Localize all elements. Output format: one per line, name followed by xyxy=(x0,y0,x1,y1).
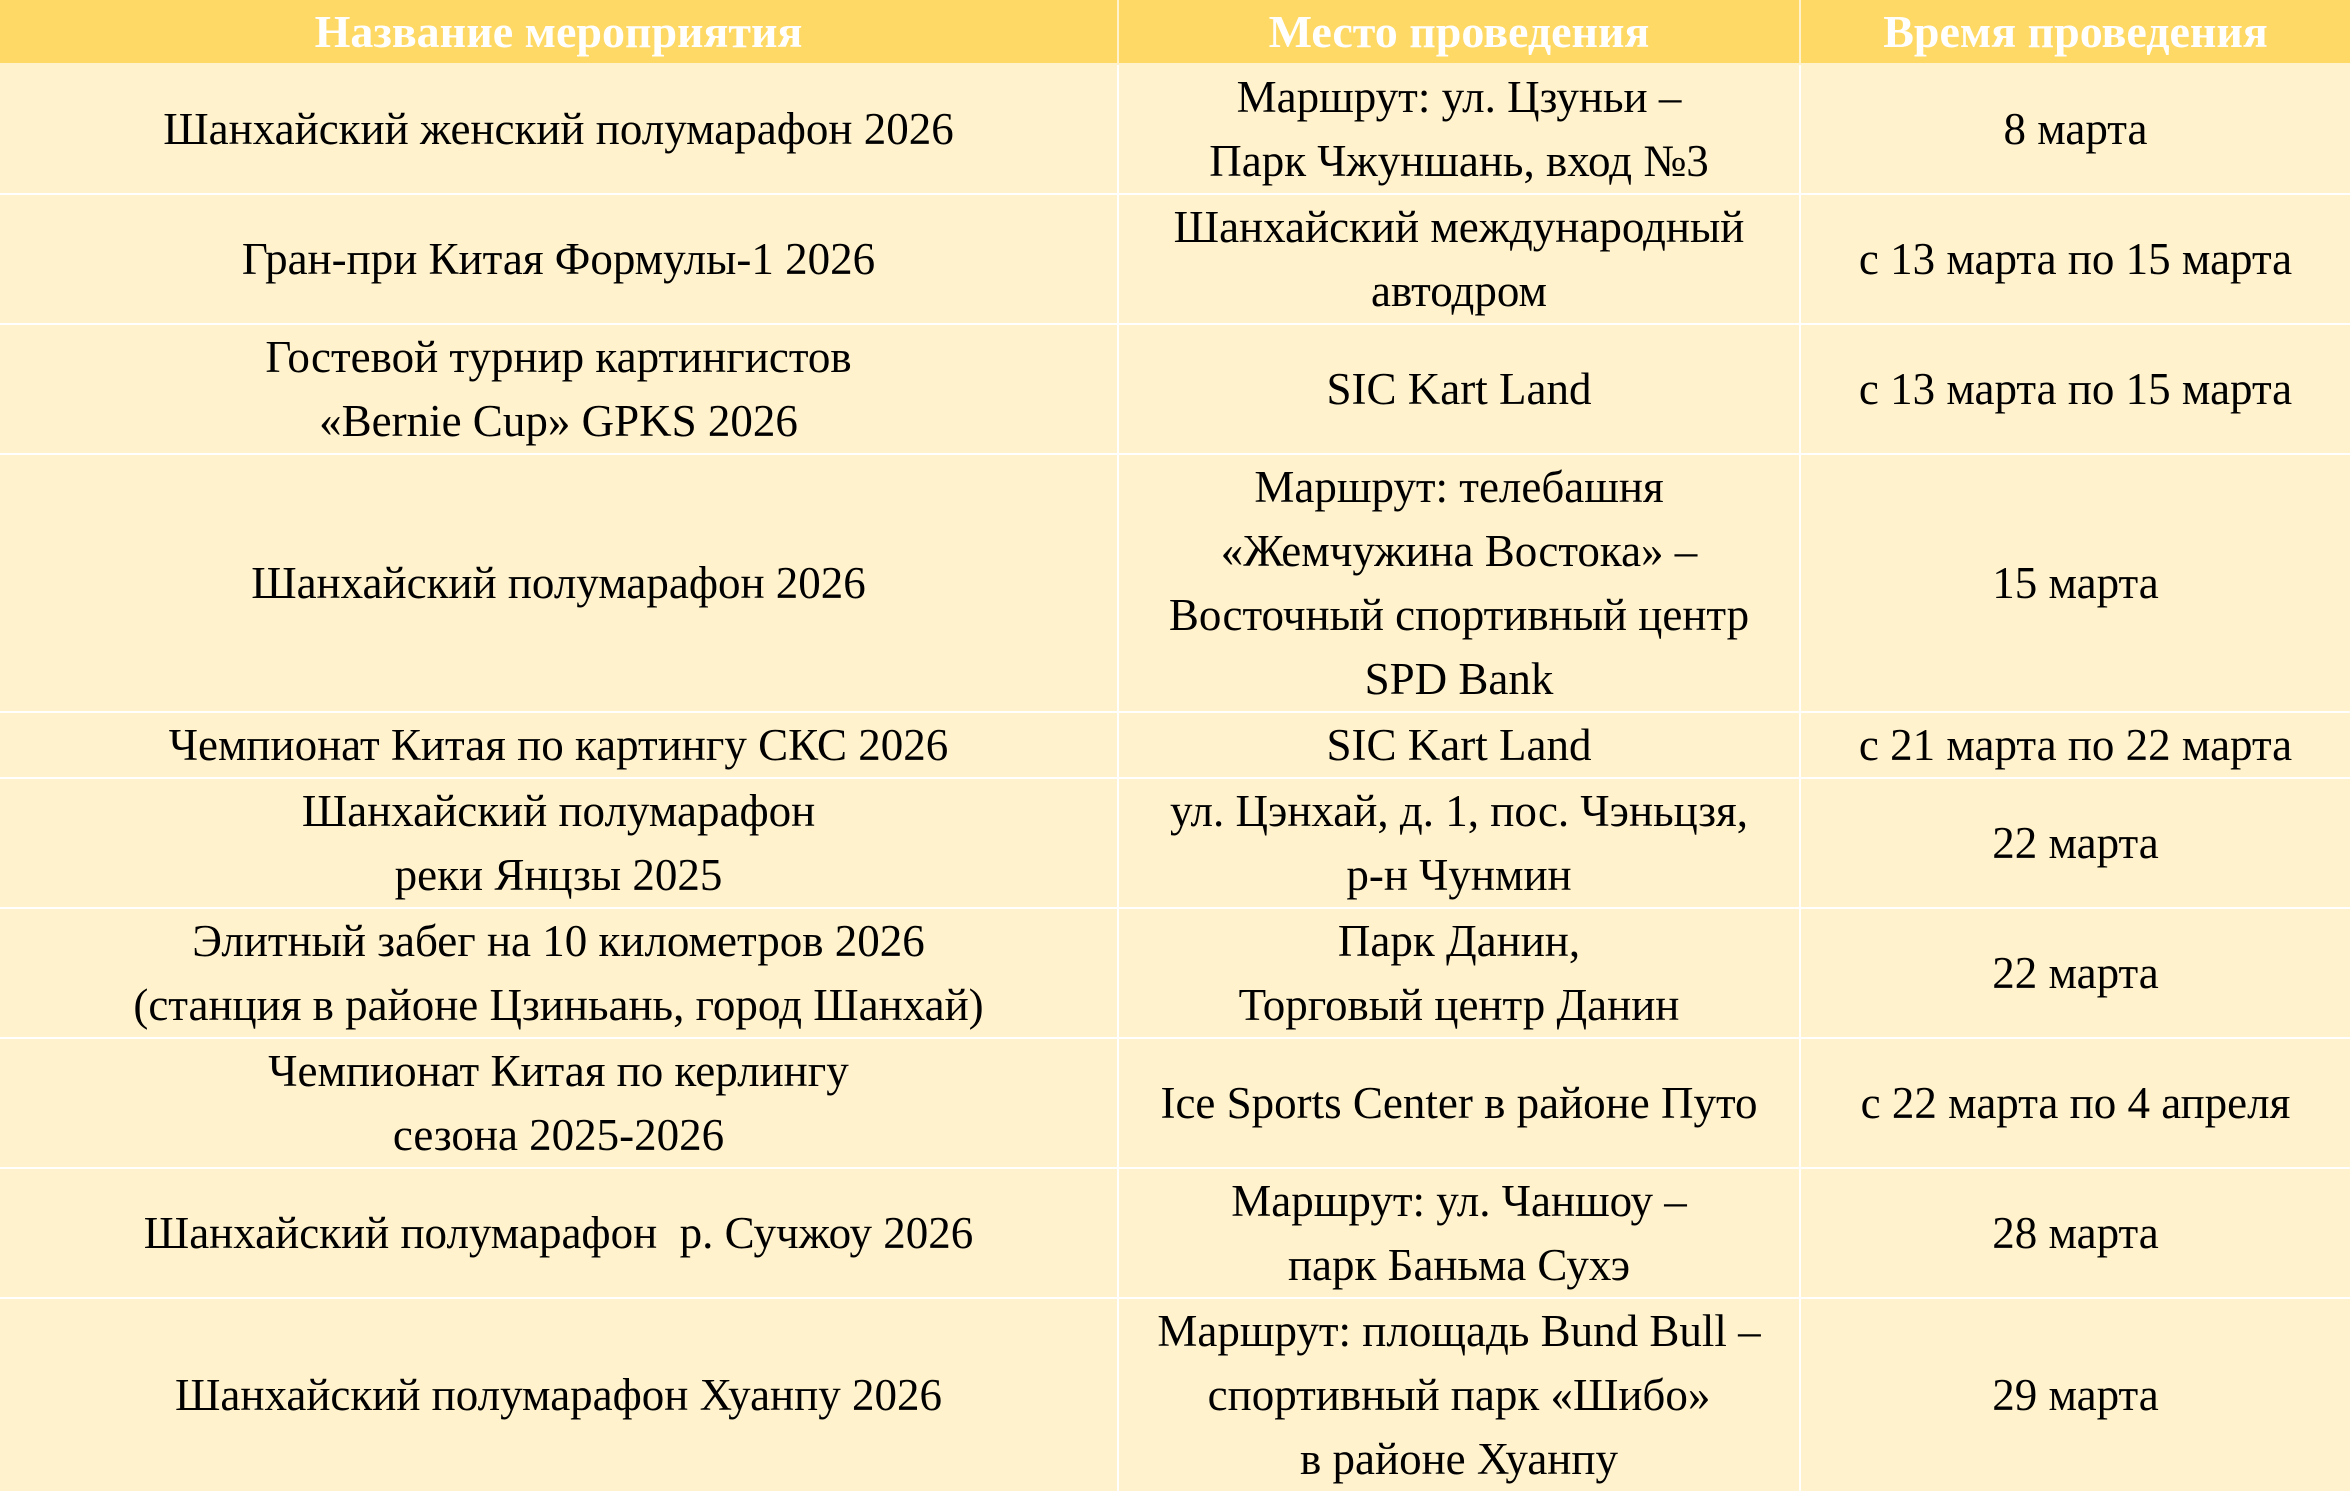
table-row xyxy=(0,1168,2350,1298)
event-name-cell xyxy=(0,64,1118,194)
event-name-line: реки Янцзы 2025 xyxy=(394,850,723,900)
venue-cell xyxy=(1118,712,1800,778)
venue-cell xyxy=(1118,324,1800,454)
venue-line: спортивный парк «Шибо» xyxy=(1207,1370,1711,1420)
event-name-line: Гран-при Китая Формулы-1 2026 xyxy=(241,234,876,284)
table-row xyxy=(0,908,2350,1038)
event-name-cell xyxy=(0,324,1118,454)
header-date: Время проведения xyxy=(1800,0,2350,64)
date-cell: 29 марта xyxy=(1800,1298,2350,1492)
table-row xyxy=(0,1038,2350,1168)
event-name-line: Шанхайский полумарафон Хуанпу 2026 xyxy=(175,1370,942,1420)
event-name-line: (станция в районе Цзиньань, город Шанхай) xyxy=(133,980,984,1030)
table-row xyxy=(0,778,2350,908)
event-name-cell xyxy=(0,1038,1118,1168)
event-name-line: Чемпионат Китая по керлингу xyxy=(268,1046,849,1096)
date-cell: с 21 марта по 22 марта xyxy=(1800,712,2350,778)
venue-cell xyxy=(1118,1038,1800,1168)
header-row xyxy=(0,0,2350,64)
event-name-cell xyxy=(0,712,1118,778)
table-row xyxy=(0,324,2350,454)
venue-line: р-н Чунмин xyxy=(1346,850,1572,900)
event-name-cell xyxy=(0,454,1118,712)
event-name-line: Гостевой турнир картингистов xyxy=(265,332,852,382)
event-name-cell xyxy=(0,194,1118,324)
event-name-line: Чемпионат Китая по картингу СКС 2026 xyxy=(168,720,949,770)
header-event-name: Название мероприятия xyxy=(0,0,1118,64)
venue-cell xyxy=(1118,908,1800,1038)
venue-cell xyxy=(1118,778,1800,908)
venue-line: Торговый центр Данин xyxy=(1238,980,1680,1030)
venue-line: Парк Чжуншань, вход №3 xyxy=(1209,136,1709,186)
venue-cell xyxy=(1118,454,1800,712)
venue-line: Маршрут: телебашня xyxy=(1254,462,1664,512)
date-cell: 28 марта xyxy=(1800,1168,2350,1298)
date-cell: с 13 марта по 15 марта xyxy=(1800,324,2350,454)
venue-line: Ice Sports Center в районе Путо xyxy=(1160,1078,1758,1128)
date-cell: 22 марта xyxy=(1800,908,2350,1038)
event-name-line: Шанхайский полумарафон 2026 xyxy=(251,558,866,608)
venue-line: SIC Kart Land xyxy=(1326,364,1592,414)
table-row xyxy=(0,712,2350,778)
venue-line: SIC Kart Land xyxy=(1326,720,1592,770)
venue-line: парк Баньма Сухэ xyxy=(1287,1240,1631,1290)
event-name-cell xyxy=(0,1168,1118,1298)
date-cell: с 22 марта по 4 апреля xyxy=(1800,1038,2350,1168)
venue-cell xyxy=(1118,64,1800,194)
event-name-line: сезона 2025-2026 xyxy=(392,1110,725,1160)
venue-line: Восточный спортивный центр xyxy=(1168,590,1750,640)
venue-line: SPD Bank xyxy=(1364,654,1554,704)
venue-line: в районе Хуанпу xyxy=(1300,1434,1618,1484)
event-name-line: Шанхайский полумарафон р. Сучжоу 2026 xyxy=(143,1208,974,1258)
event-name-line: Шанхайский женский полумарафон 2026 xyxy=(163,104,954,154)
venue-line: ул. Цэнхай, д. 1, пос. Чэньцзя, xyxy=(1170,786,1748,836)
venue-line: Маршрут: ул. Чаншоу – xyxy=(1231,1176,1687,1226)
date-cell: 15 марта xyxy=(1800,454,2350,712)
table-row xyxy=(0,194,2350,324)
venue-line: Парк Данин, xyxy=(1337,916,1581,966)
venue-cell xyxy=(1118,194,1800,324)
date-cell: 22 марта xyxy=(1800,778,2350,908)
venue-cell xyxy=(1118,1168,1800,1298)
venue-cell xyxy=(1118,1298,1800,1492)
venue-line: автодром xyxy=(1371,266,1547,316)
event-name-cell xyxy=(0,908,1118,1038)
venue-line: «Жемчужина Востока» – xyxy=(1220,526,1698,576)
date-cell: 8 марта xyxy=(1800,64,2350,194)
venue-line: Маршрут: ул. Цзуньи – xyxy=(1236,72,1682,122)
date-cell: с 13 марта по 15 марта xyxy=(1800,194,2350,324)
table-row xyxy=(0,1298,2350,1492)
venue-line: Маршрут: площадь Bund Bull – xyxy=(1157,1306,1761,1356)
event-name-line: «Bernie Cup» GPKS 2026 xyxy=(319,396,798,446)
event-name-cell xyxy=(0,1298,1118,1492)
table-row xyxy=(0,454,2350,712)
event-name-cell xyxy=(0,778,1118,908)
event-name-line: Элитный забег на 10 километров 2026 xyxy=(192,916,925,966)
table-row xyxy=(0,64,2350,194)
header-venue: Место проведения xyxy=(1118,0,1800,64)
event-name-line: Шанхайский полумарафон xyxy=(301,786,816,836)
venue-line: Шанхайский международный xyxy=(1173,202,1745,252)
